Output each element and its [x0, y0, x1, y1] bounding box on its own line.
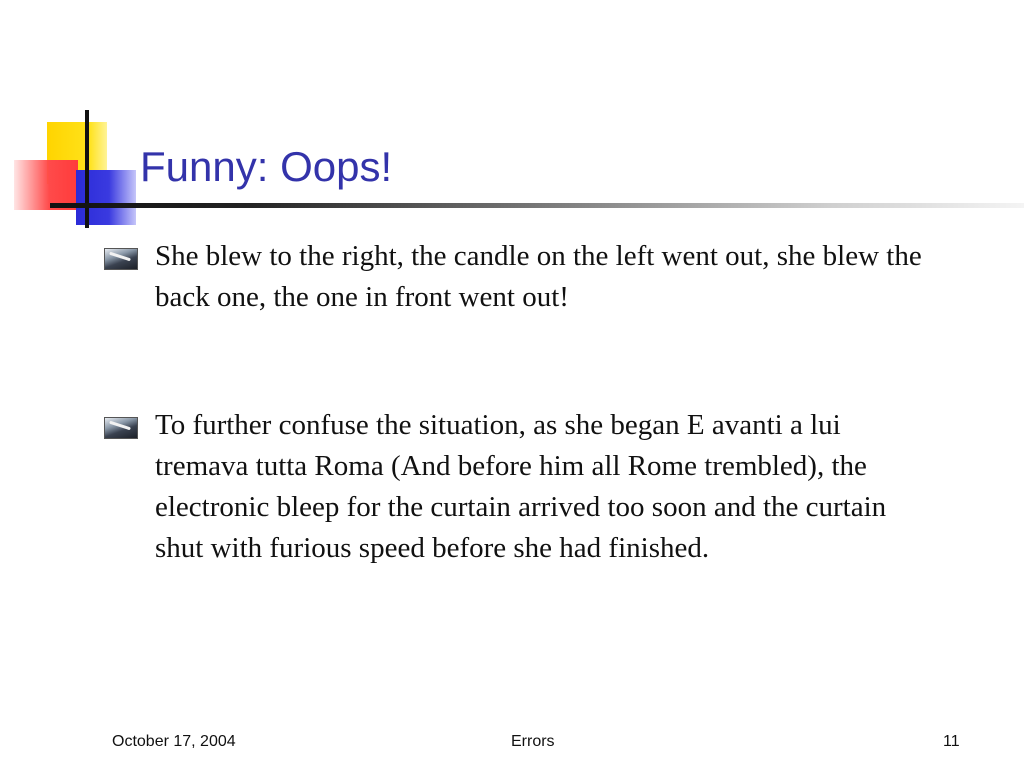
bullet-text: She blew to the right, the candle on the left went out, she blew the back one, the one in front went out!	[155, 240, 922, 313]
bullet-item	[100, 405, 930, 569]
footer-date: October 17, 2004	[112, 733, 236, 750]
bullet-list	[100, 236, 930, 569]
image-bullet-icon	[104, 417, 138, 439]
bullet-text: To further confuse the situation, as she began E avanti a lui tremava tutta Roma (And before him all Rome trembled), the electronic bleep for the curtain arrived too soon and the curtain shut with furious speed before she had finished.	[155, 409, 887, 564]
image-bullet-icon	[104, 248, 138, 270]
bullet-item	[100, 236, 930, 318]
page-number: 11	[943, 733, 960, 750]
logo-vertical-line	[85, 110, 89, 228]
footer-title: Errors	[511, 733, 555, 750]
title-underline	[50, 203, 1024, 208]
slide-title: Funny: Oops!	[140, 143, 393, 190]
